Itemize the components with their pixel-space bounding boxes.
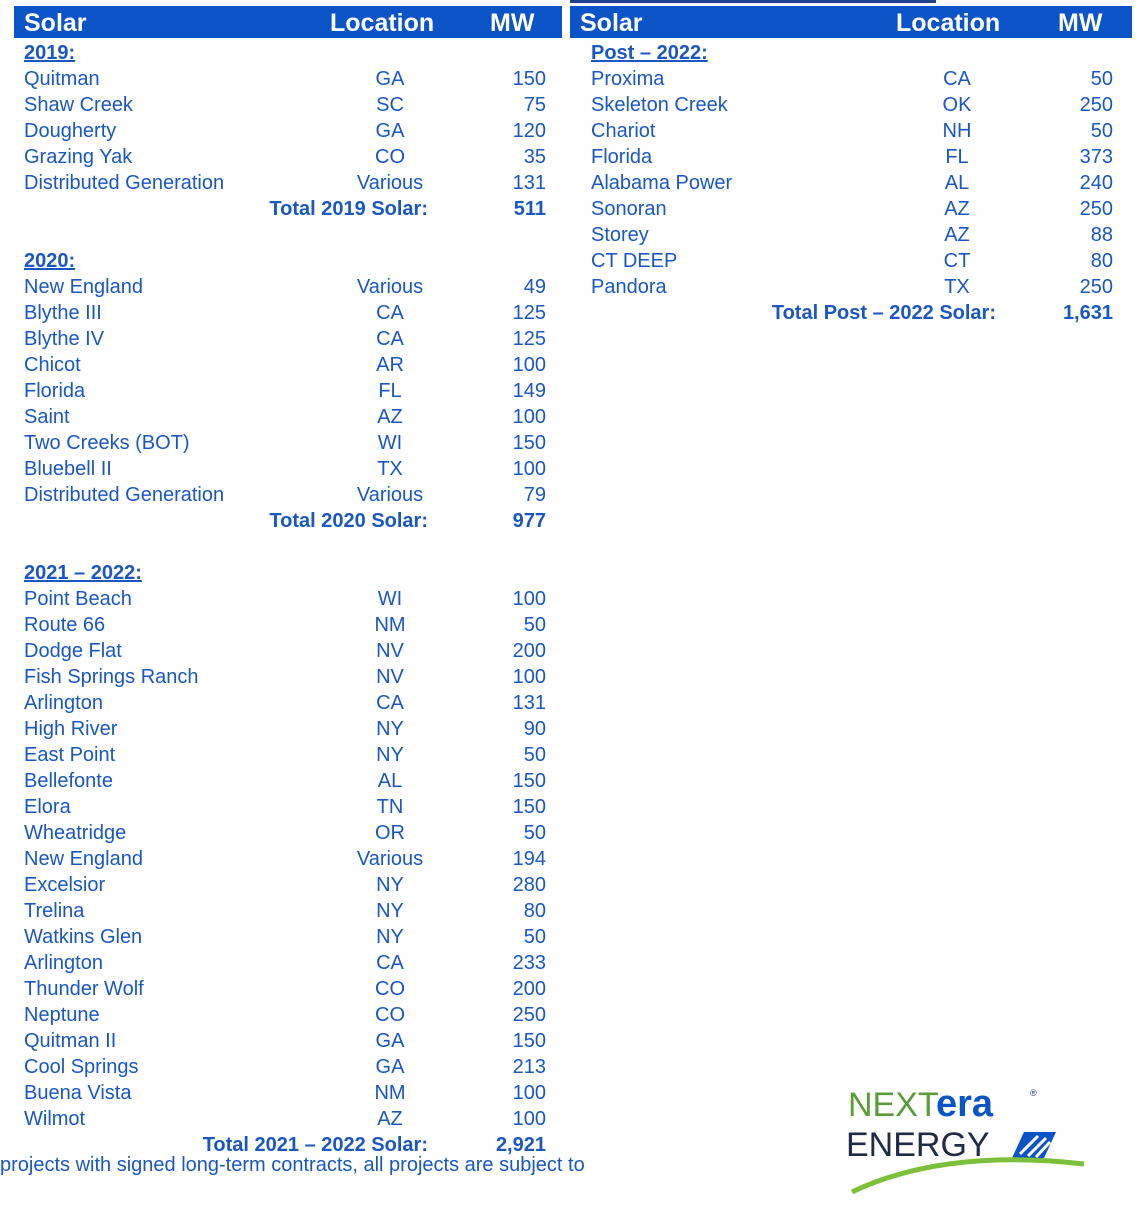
project-mw: 150 [512, 68, 546, 90]
project-name: Shaw Creek [24, 94, 133, 116]
project-name: Blythe III [24, 302, 102, 324]
project-mw: 79 [523, 484, 546, 506]
header-mw: MW [490, 9, 535, 37]
project-mw: 50 [1090, 68, 1113, 90]
project-location: NY [376, 718, 404, 740]
project-location: NV [376, 666, 404, 688]
project-name: Skeleton Creek [591, 94, 728, 116]
section-title-text: 2021 – 2022: [24, 562, 142, 584]
project-mw: 100 [512, 666, 546, 688]
project-name: Pandora [591, 276, 667, 298]
total-label: Total 2021 – 2022 Solar: [202, 1134, 428, 1156]
project-location: Various [356, 172, 424, 194]
project-location: GA [375, 120, 405, 142]
project-name: Dodge Flat [24, 640, 122, 662]
project-name: Cool Springs [24, 1056, 139, 1078]
project-location: AL [944, 172, 970, 194]
logo-swirl-icon [1012, 1132, 1056, 1158]
project-location: NY [376, 900, 404, 922]
project-location: WI [377, 432, 403, 454]
project-mw: 100 [512, 1108, 546, 1130]
project-name: Two Creeks (BOT) [24, 432, 190, 454]
project-location: TX [944, 276, 970, 298]
project-location: NY [376, 744, 404, 766]
project-name: New England [24, 276, 143, 298]
header-mw: MW [1058, 9, 1103, 37]
header-location: Location [330, 9, 435, 37]
project-name: New England [24, 848, 143, 870]
project-name: Alabama Power [591, 172, 733, 194]
section-title-text: 2020: [24, 250, 76, 272]
project-location: AZ [377, 1108, 403, 1130]
project-location: Various [356, 276, 424, 298]
project-mw: 75 [523, 94, 546, 116]
project-name: Wilmot [24, 1108, 86, 1130]
project-name: Florida [591, 146, 653, 168]
project-mw: 88 [1090, 224, 1113, 246]
project-name: East Point [24, 744, 116, 766]
project-name: Chariot [591, 120, 656, 142]
project-location: GA [375, 68, 405, 90]
nextera-energy-logo [834, 1080, 1104, 1200]
project-location: GA [375, 1030, 405, 1052]
project-name: Quitman II [24, 1030, 117, 1052]
project-mw: 149 [512, 380, 546, 402]
project-name: Sonoran [591, 198, 667, 220]
project-name: Blythe IV [24, 328, 105, 350]
project-name: Proxima [591, 68, 665, 90]
project-location: NY [376, 926, 404, 948]
project-mw: 50 [523, 744, 546, 766]
project-mw: 131 [512, 692, 546, 714]
project-location: CO [375, 1004, 405, 1026]
project-mw: 125 [512, 302, 546, 324]
project-mw: 100 [512, 406, 546, 428]
project-mw: 50 [523, 926, 546, 948]
logo-era-text: era [936, 1083, 994, 1125]
project-name: Buena Vista [24, 1082, 132, 1104]
header-solar: Solar [580, 9, 643, 37]
project-mw: 131 [512, 172, 546, 194]
project-mw: 250 [1079, 198, 1113, 220]
project-location: CO [375, 146, 405, 168]
project-location: CA [376, 692, 404, 714]
project-location: TX [377, 458, 403, 480]
project-mw: 100 [512, 1082, 546, 1104]
logo-next-text: NEXT [848, 1086, 939, 1124]
project-name: Point Beach [24, 588, 132, 610]
project-name: Arlington [24, 692, 103, 714]
total-value: 2,921 [495, 1134, 546, 1156]
project-name: Chicot [24, 354, 81, 376]
project-mw: 233 [512, 952, 546, 974]
project-location: CT [943, 250, 971, 272]
project-name: Route 66 [24, 614, 106, 636]
project-location: CA [376, 302, 404, 324]
project-mw: 200 [512, 978, 546, 1000]
project-mw: 100 [512, 588, 546, 610]
project-mw: 250 [1079, 276, 1113, 298]
total-label: Total 2020 Solar: [269, 510, 428, 532]
total-label: Total 2019 Solar: [269, 198, 428, 220]
project-location: AZ [944, 224, 970, 246]
project-location: FL [945, 146, 969, 168]
project-name: Dougherty [24, 120, 117, 142]
project-mw: 100 [512, 458, 546, 480]
project-location: CA [376, 952, 404, 974]
project-location: FL [378, 380, 402, 402]
project-location: NM [374, 614, 406, 636]
footnote: projects with signed long-term contracts, all projects are subject to [0, 1154, 585, 1176]
project-location: CO [375, 978, 405, 1000]
project-location: OK [942, 94, 972, 116]
project-mw: 194 [512, 848, 546, 870]
project-mw: 150 [512, 1030, 546, 1052]
project-mw: 100 [512, 354, 546, 376]
project-mw: 150 [512, 432, 546, 454]
project-name: Storey [591, 224, 649, 246]
project-name: CT DEEP [591, 250, 678, 272]
total-label: Total Post – 2022 Solar: [771, 302, 996, 324]
project-mw: 150 [512, 796, 546, 818]
project-mw: 80 [1090, 250, 1113, 272]
project-location: GA [375, 1056, 405, 1078]
project-location: CA [943, 68, 971, 90]
project-mw: 50 [523, 822, 546, 844]
project-name: Wheatridge [24, 822, 127, 844]
section-title-text: 2019: [24, 42, 76, 64]
project-name: Excelsior [24, 874, 106, 896]
project-location: Various [356, 484, 424, 506]
project-name: Neptune [24, 1004, 100, 1026]
header-location: Location [896, 9, 1001, 37]
project-name: Distributed Generation [24, 484, 225, 506]
header-solar: Solar [24, 9, 87, 37]
project-mw: 373 [1079, 146, 1113, 168]
total-value: 511 [513, 198, 546, 220]
project-location: Various [356, 848, 424, 870]
project-name: Thunder Wolf [24, 978, 144, 1000]
project-location: AZ [377, 406, 403, 428]
project-name: Fish Springs Ranch [24, 666, 199, 688]
project-name: Arlington [24, 952, 103, 974]
project-name: Quitman [24, 68, 100, 90]
project-name: Elora [24, 796, 71, 818]
project-mw: 125 [512, 328, 546, 350]
project-name: Trelina [24, 900, 85, 922]
project-location: WI [377, 588, 403, 610]
total-value: 977 [512, 510, 546, 532]
logo-registered-mark: ® [1030, 1088, 1037, 1098]
project-mw: 213 [512, 1056, 546, 1078]
project-location: OR [375, 822, 405, 844]
project-mw: 280 [512, 874, 546, 896]
project-location: AR [376, 354, 404, 376]
project-name: Bellefonte [24, 770, 113, 792]
project-mw: 49 [523, 276, 546, 298]
project-location: NM [374, 1082, 406, 1104]
project-name: Distributed Generation [24, 172, 225, 194]
project-location: NV [376, 640, 404, 662]
logo-swoosh [852, 1160, 1084, 1192]
project-name: Watkins Glen [24, 926, 143, 948]
project-location: SC [376, 94, 404, 116]
total-value: 1,631 [1062, 302, 1113, 324]
project-location: TN [376, 796, 404, 818]
project-location: CA [376, 328, 404, 350]
logo-energy-text: ENERGY [846, 1126, 990, 1164]
project-mw: 50 [523, 614, 546, 636]
project-location: NY [376, 874, 404, 896]
project-mw: 250 [1079, 94, 1113, 116]
project-location: NH [942, 120, 972, 142]
project-mw: 50 [1090, 120, 1113, 142]
top-rule [570, 0, 936, 3]
project-name: Grazing Yak [24, 146, 133, 168]
project-name: Saint [24, 406, 70, 428]
section-title-text: Post – 2022: [591, 42, 708, 64]
project-name: Bluebell II [24, 458, 112, 480]
project-mw: 120 [512, 120, 546, 142]
project-location: AL [377, 770, 403, 792]
left-table-header [14, 6, 562, 38]
project-location: AZ [944, 198, 970, 220]
project-mw: 90 [523, 718, 546, 740]
project-mw: 240 [1079, 172, 1113, 194]
project-mw: 35 [523, 146, 546, 168]
project-mw: 80 [523, 900, 546, 922]
right-table-header [570, 6, 1132, 38]
project-mw: 150 [512, 770, 546, 792]
project-mw: 250 [512, 1004, 546, 1026]
project-mw: 200 [512, 640, 546, 662]
project-name: High River [24, 718, 118, 740]
project-name: Florida [24, 380, 86, 402]
